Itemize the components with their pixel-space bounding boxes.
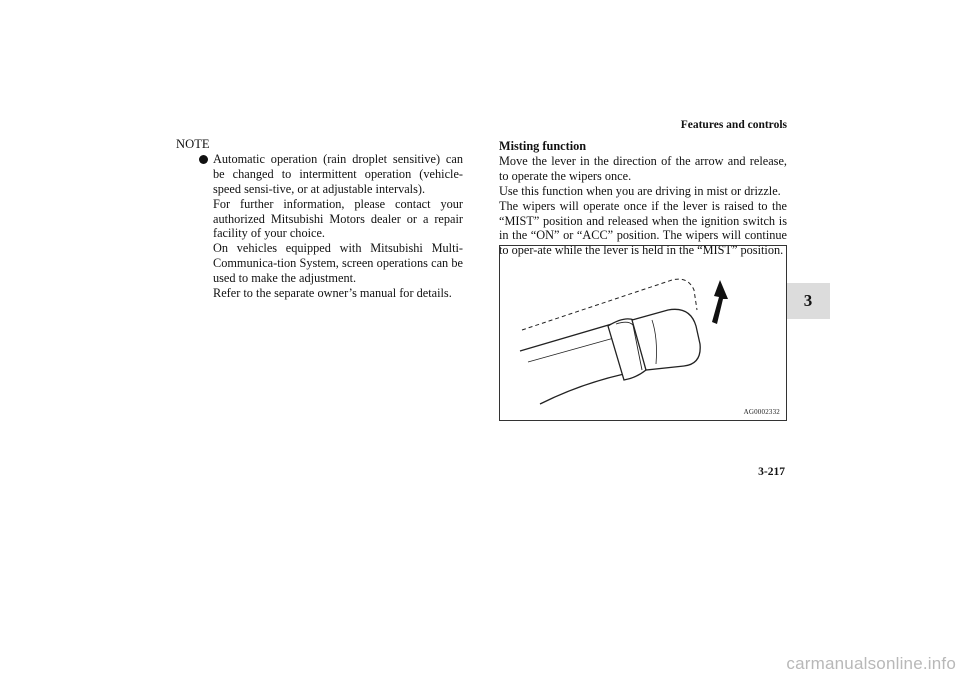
misting-paragraph: The wipers will operate once if the lever is raised to the “MIST” position and released when the ignition switch is in the “ON” or “ACC” position. The wipers will continue to oper-ate while the lever is held in the “MIST” position.: [499, 198, 787, 258]
wiper-lever-drawing: [500, 246, 786, 420]
wiper-lever-illustration: [499, 245, 787, 421]
misting-heading: Misting function: [499, 139, 587, 153]
chapter-tab: 3: [786, 283, 830, 319]
bullet-icon: [199, 155, 208, 164]
note-paragraph: For further information, please contact your authorized Mitsubishi Motors dealer or a repair facility of your choice.: [213, 196, 463, 241]
page-number: 3-217: [758, 466, 785, 478]
note-paragraph: Automatic operation (rain droplet sensitive) can be changed to intermittent operation (vehicle-speed sensi-tive, or at adjustable intervals).: [213, 151, 463, 196]
note-label: NOTE: [176, 137, 210, 151]
direction-arrow-icon: [712, 280, 728, 324]
note-paragraph: On vehicles equipped with Mitsubishi Multi-Communica-tion System, screen operations can be used to make the adjustment.: [213, 241, 463, 286]
watermark: carmanualsonline.info: [786, 654, 956, 673]
note-paragraph: Refer to the separate owner’s manual for details.: [213, 286, 452, 301]
note-bullet-item: [176, 152, 463, 301]
misting-column: [499, 139, 787, 258]
section-header-title: Features and controls: [680, 119, 787, 131]
figure-code: AG0002332: [743, 408, 780, 416]
note-column: [176, 137, 463, 301]
lever-shaft: [520, 324, 624, 404]
misting-paragraph: Move the lever in the direction of the arrow and release, to operate the wipers once.: [499, 153, 787, 183]
misting-paragraph: Use this function when you are driving in mist or drizzle.: [499, 183, 781, 198]
